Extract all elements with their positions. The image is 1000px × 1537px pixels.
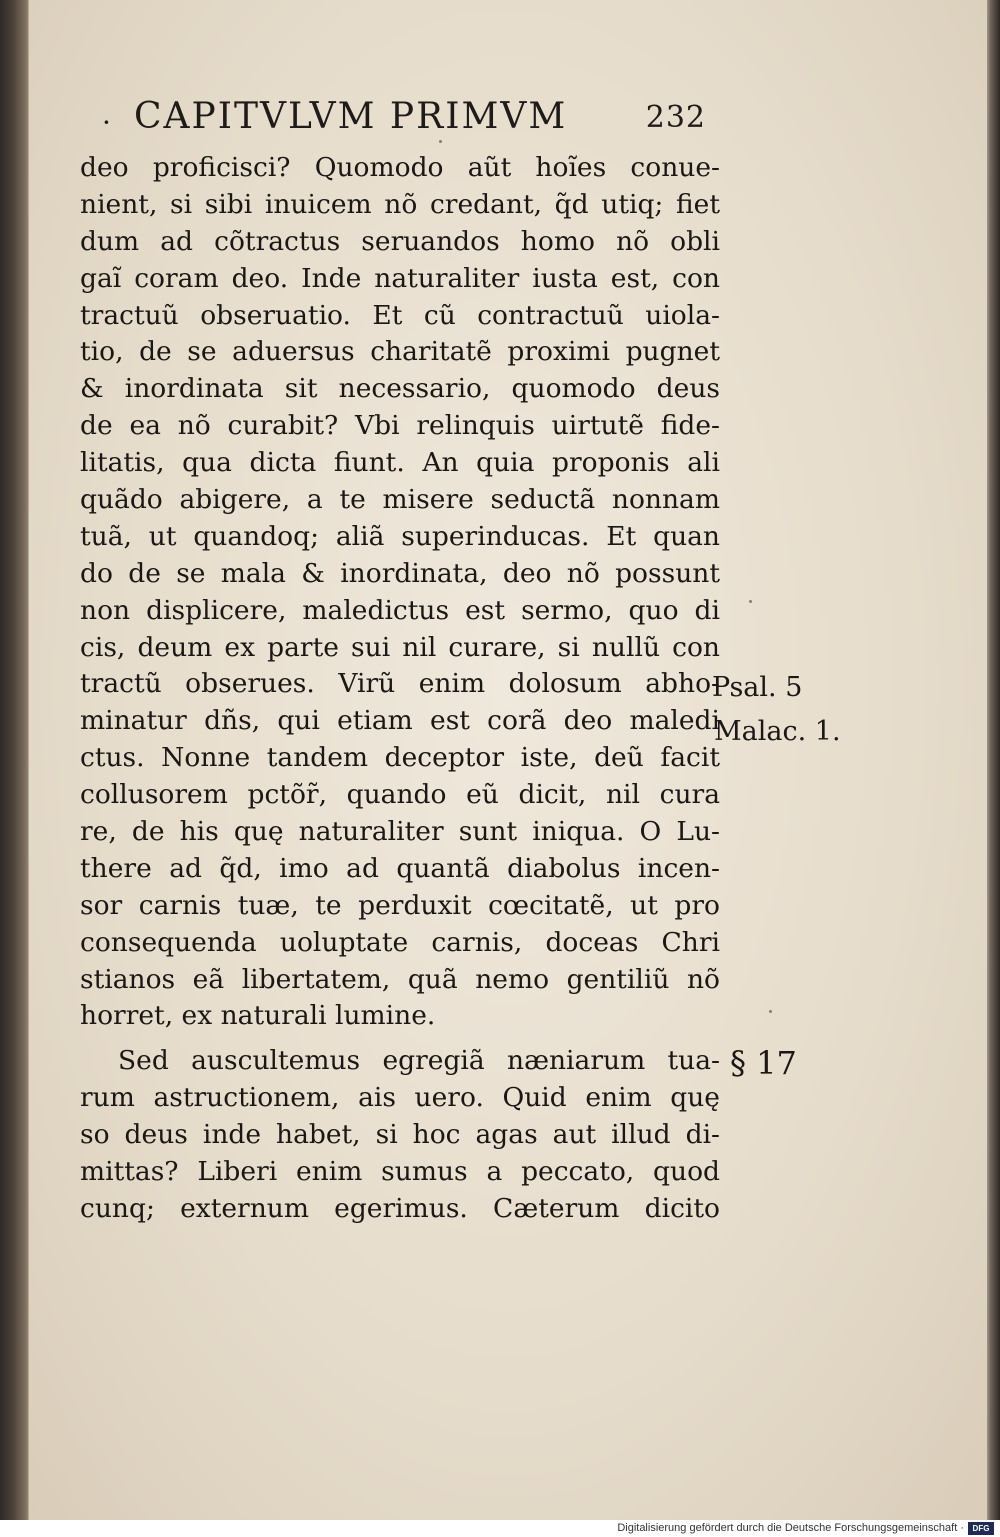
text-line: tuã, ut quandoq; aliã superinducas. Et quan	[80, 520, 720, 552]
text-line: non displicere, maledictus est sermo, quo di	[80, 594, 720, 626]
text-line: & inordinata sit necessario, quomodo deus	[80, 373, 720, 405]
text-line: quãdo abigere, a te misere seductã nonnam	[80, 484, 720, 516]
text-line: rum astructionem, ais uero. Quid enim quę	[80, 1082, 720, 1114]
footer-credit-bar	[0, 1520, 1000, 1537]
text-line: cunq; externum egerimus. Cæterum dicito	[80, 1192, 720, 1224]
running-head-dot: ·	[102, 106, 111, 139]
text-line-indented: Sed auscultemus egregiã næniarum tua-	[118, 1045, 720, 1077]
footer-credit-text: Digitalisierung gefördert durch die Deutsche Forschungsgemeinschaft ·	[617, 1522, 964, 1534]
paragraph-1	[80, 150, 720, 1035]
text-line: consequenda uoluptate carnis, doceas Chri	[80, 926, 720, 958]
text-line: de ea nõ curabit? Vbi relinquis uirtutẽ fide-	[80, 410, 720, 442]
text-line: deo proficisci? Quomodo aũt hoĩes conue-	[80, 152, 720, 183]
text-line: dum ad cõtractus seruandos homo nõ obli	[80, 225, 720, 257]
paper-speck	[749, 600, 752, 603]
text-line: cis, deum ex parte sui nil curare, si nullũ con	[80, 631, 720, 663]
running-head	[102, 94, 706, 146]
text-line: so deus inde habet, si hoc agas aut illud di-	[80, 1119, 720, 1151]
paragraph-gap	[80, 1035, 720, 1043]
text-line: tractuũ obseruatio. Et cũ contractuũ uiola-	[80, 299, 720, 331]
paper-speck	[769, 1010, 772, 1013]
main-text-block	[80, 150, 720, 1228]
text-line: minatur dñs, qui etiam est corã deo maledi	[80, 705, 720, 737]
text-line: litatis, qua dicta fiunt. An quia proponis ali	[80, 447, 720, 479]
dfg-logo-icon: DFG	[968, 1522, 994, 1535]
text-line-last: horret, ex naturali lumine.	[80, 1000, 436, 1032]
text-line: nient, si sibi inuicem nõ credant, q̃d utiq; fiet	[80, 188, 720, 220]
running-head-title: CAPITVLVM PRIMVM	[134, 96, 568, 137]
paragraph-2	[80, 1043, 720, 1227]
text-line: tio, de se aduersus charitatẽ proximi pugnet	[80, 336, 720, 368]
text-line: collusorem pctõr̃, quando eũ dicit, nil cura	[80, 779, 720, 811]
text-line: ctus. Nonne tandem deceptor iste, deũ facit	[80, 742, 720, 774]
marginal-note-malachi: Malac. 1.	[714, 716, 841, 747]
page-number: 232	[645, 100, 706, 135]
text-line: re, de his quę naturaliter sunt iniqua. O Lu-	[80, 816, 720, 848]
text-line: tractũ obserues. Virũ enim dolosum abho-	[80, 668, 720, 700]
text-line: mittas? Liberi enim sumus a peccato, quod	[80, 1156, 720, 1188]
marginal-section-mark: § 17	[730, 1044, 797, 1082]
text-line: gaĩ coram deo. Inde naturaliter iusta est, con	[80, 262, 720, 294]
text-line: do de se mala & inordinata, deo nõ possunt	[80, 557, 720, 589]
marginal-note-psalm: Psal. 5	[712, 672, 803, 703]
text-line: there ad q̃d, imo ad quantã diabolus incen-	[80, 852, 720, 884]
text-line: sor carnis tuæ, te perduxit cœcitatẽ, ut pro	[80, 889, 720, 921]
text-line: stianos eã libertatem, quã nemo gentiliũ nõ	[80, 963, 720, 995]
